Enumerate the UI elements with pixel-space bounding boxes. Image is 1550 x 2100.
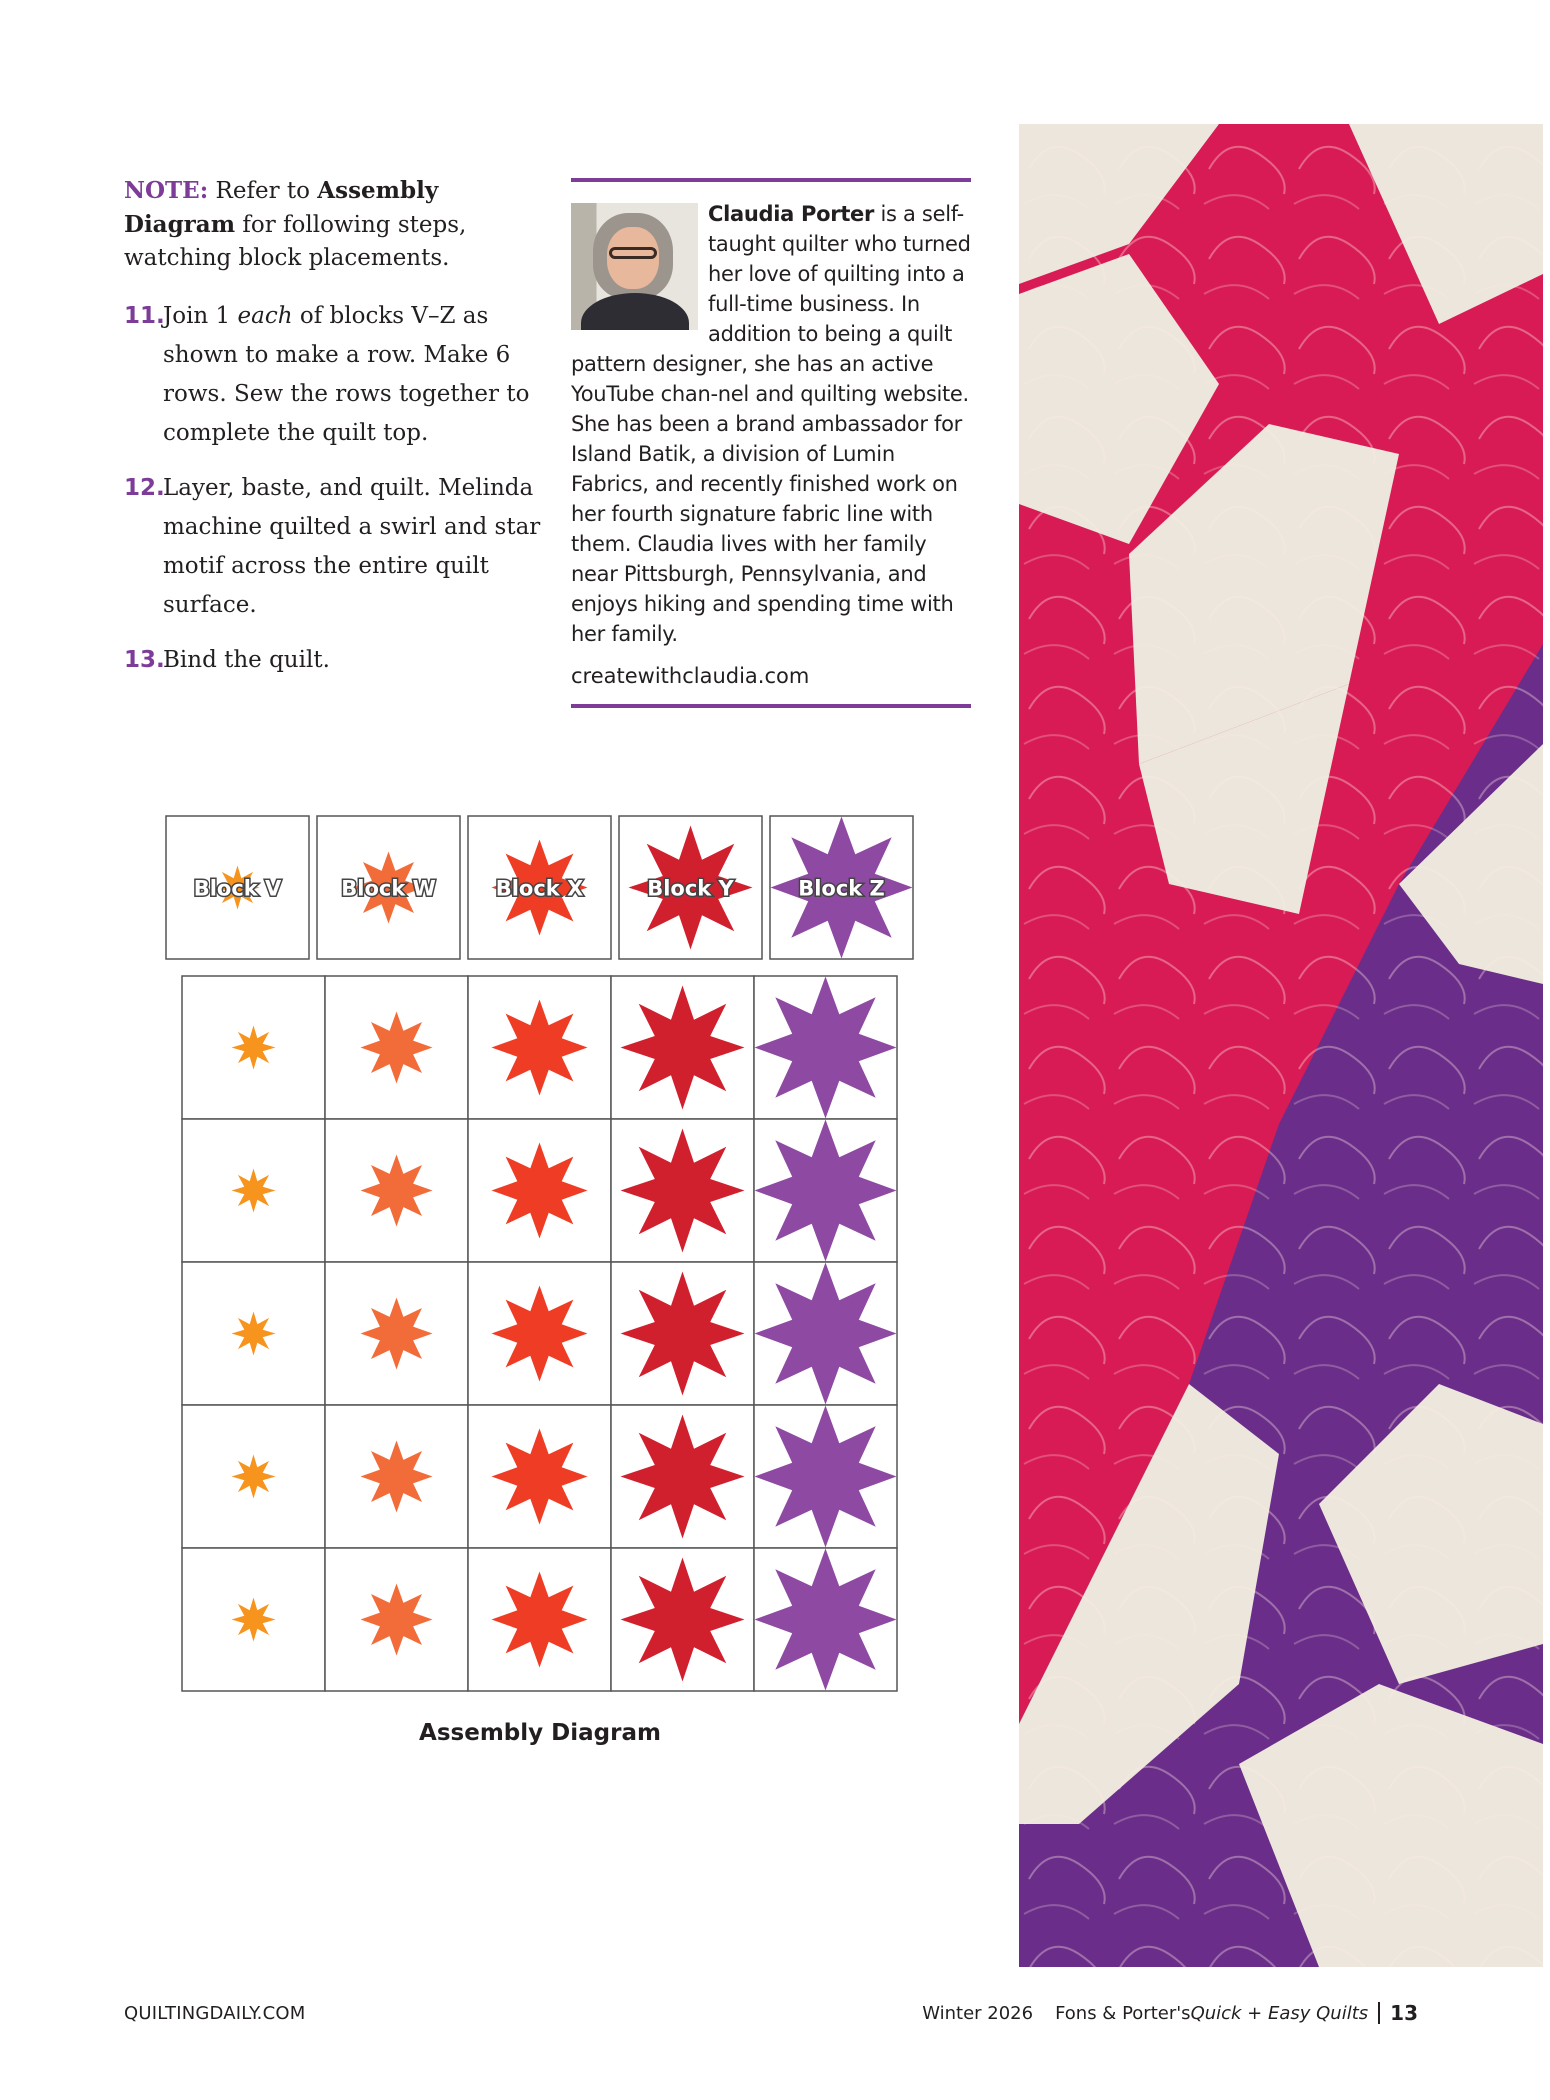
designer-photo bbox=[571, 203, 698, 330]
grid-star bbox=[492, 1000, 588, 1096]
step-number: 11. bbox=[124, 303, 165, 329]
block-1-label: Block V bbox=[193, 876, 282, 901]
bio-description: is a self-taught quilter who turned her love of quilting into a full-time business. In addition to being a quilt pattern designer, she has an active YouTube chan-nel and quilting website. She has been a brand ambassador for Island Batik, a division of Lumin Fabrics, and recently finished work on her fourth signature fabric line with them. Claudia lives with her family near Pittsburgh, Pennsylvania, and enjoys hiking and spending time with her family. bbox=[571, 202, 971, 646]
designer-bio bbox=[571, 178, 971, 708]
block-3-label: Block X bbox=[495, 876, 584, 901]
note-paragraph bbox=[124, 174, 544, 275]
grid-star bbox=[492, 1286, 588, 1382]
note-label: NOTE: bbox=[124, 177, 209, 204]
note-text-pre: Refer to bbox=[208, 178, 318, 204]
step-number: 13. bbox=[124, 647, 165, 673]
grid-star bbox=[621, 1415, 745, 1539]
grid-star bbox=[492, 1429, 588, 1525]
grid-star bbox=[755, 1549, 897, 1691]
grid-star bbox=[755, 977, 897, 1119]
step-text: of blocks V–Z as shown to make a row. Make 6 rows. Sew the rows together to complete the quilt top. bbox=[163, 303, 530, 446]
instructions bbox=[124, 174, 544, 696]
grid-star bbox=[755, 1406, 897, 1548]
grid-star bbox=[361, 1298, 433, 1370]
grid-star bbox=[232, 1026, 276, 1070]
grid-star bbox=[361, 1441, 433, 1513]
grid-star bbox=[232, 1598, 276, 1642]
footer-divider bbox=[1378, 2002, 1380, 2024]
grid-star bbox=[621, 1129, 745, 1253]
grid-star bbox=[755, 1263, 897, 1405]
grid-star bbox=[492, 1572, 588, 1668]
assembly-diagram-svg bbox=[162, 812, 922, 1712]
grid-star bbox=[492, 1143, 588, 1239]
designer-name: Claudia Porter bbox=[708, 202, 875, 226]
grid-star bbox=[232, 1455, 276, 1499]
grid-star bbox=[232, 1312, 276, 1356]
block-2-label: Block W bbox=[341, 876, 436, 901]
grid-star bbox=[755, 1120, 897, 1262]
step-text: Join 1 bbox=[163, 303, 238, 329]
footer-website[interactable]: QUILTINGDAILY.COM bbox=[124, 2003, 306, 2024]
grid-star bbox=[621, 986, 745, 1110]
assembly-diagram bbox=[162, 812, 922, 1762]
grid-star bbox=[621, 1558, 745, 1682]
bio-top-rule bbox=[571, 178, 971, 182]
grid-star bbox=[621, 1272, 745, 1396]
grid-star bbox=[232, 1169, 276, 1213]
block-4-label: Block Y bbox=[647, 876, 734, 901]
designer-website-link[interactable]: createwithclaudia.com bbox=[571, 664, 810, 688]
footer-issue: Winter 2026 bbox=[922, 2002, 1034, 2024]
step-text-italic: each bbox=[237, 303, 293, 329]
footer-publisher: Fons & Porter's bbox=[1055, 2002, 1191, 2024]
grid-star bbox=[361, 1155, 433, 1227]
bio-bottom-rule bbox=[571, 704, 971, 708]
step-13 bbox=[124, 641, 544, 680]
grid-star bbox=[361, 1012, 433, 1084]
assembly-diagram-caption: Assembly Diagram bbox=[419, 1720, 661, 1746]
grid-star bbox=[361, 1584, 433, 1656]
page-number: 13 bbox=[1390, 2001, 1418, 2025]
note-text-bold: Assembly Diagram bbox=[124, 177, 439, 238]
footer-publication bbox=[922, 2001, 1418, 2025]
step-text: Bind the quilt. bbox=[163, 647, 330, 673]
step-11 bbox=[124, 297, 544, 453]
step-number: 12. bbox=[124, 475, 165, 501]
quilt-photo bbox=[1019, 124, 1543, 1967]
step-12 bbox=[124, 469, 544, 625]
note-text-post: for following steps, watching block placements. bbox=[124, 212, 467, 271]
block-5-label: Block Z bbox=[798, 876, 885, 901]
bio-text bbox=[571, 199, 971, 649]
footer-magazine-title: Quick + Easy Quilts bbox=[1190, 2002, 1369, 2024]
step-text: Layer, baste, and quilt. Melinda machine quilted a swirl and star motif across the entire quilt surface. bbox=[163, 475, 541, 618]
